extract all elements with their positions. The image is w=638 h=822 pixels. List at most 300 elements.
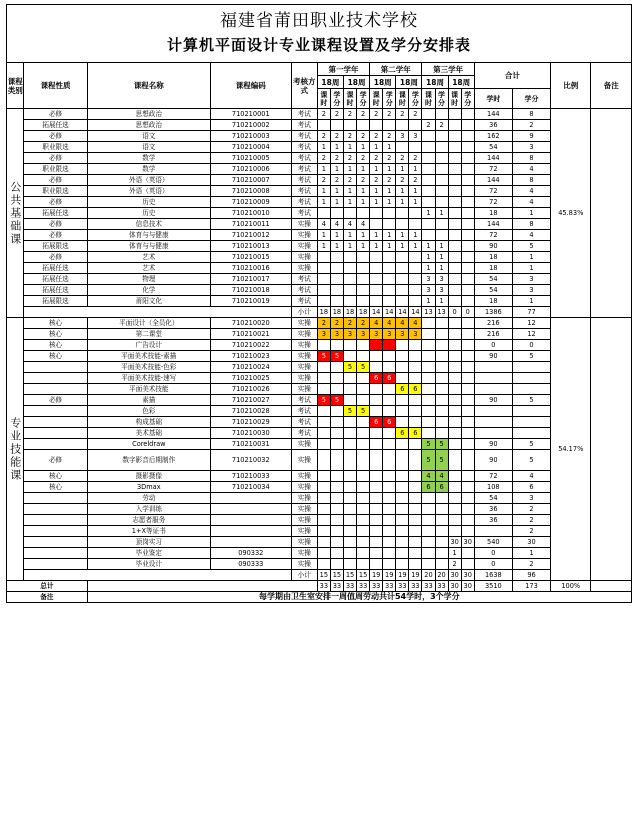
total-credits xyxy=(512,373,550,384)
semester-cell xyxy=(435,230,448,241)
semester-cell xyxy=(330,274,343,285)
course-name: 平面美术技能-素描 xyxy=(87,351,210,362)
course-name: 体育与与健康 xyxy=(87,230,210,241)
semester-cell xyxy=(461,241,474,252)
total-hours: 0 xyxy=(474,340,512,351)
semester-cell xyxy=(396,208,409,219)
semester-cell: 3 xyxy=(435,285,448,296)
semester-cell: 2 xyxy=(448,559,461,570)
subtotal-semester: 19 xyxy=(396,570,409,581)
semester-cell: 1 xyxy=(383,186,396,197)
semester-cell: 1 xyxy=(409,197,422,208)
exam-type: 实操 xyxy=(291,230,317,241)
subtotal-label: 小计 xyxy=(291,307,317,318)
total-credits: 8 xyxy=(512,219,550,230)
table-row xyxy=(7,263,632,274)
total-credits: 3 xyxy=(512,493,550,504)
subtotal-credits: 77 xyxy=(512,307,550,318)
semester-cell xyxy=(357,274,370,285)
semester-cell: 3 xyxy=(370,329,383,340)
total-semester: 33 xyxy=(435,581,448,592)
course-nature xyxy=(24,439,87,450)
header-ratio: 比例 xyxy=(551,63,591,109)
course-name: 信息技术 xyxy=(87,219,210,230)
course-nature: 职业限选 xyxy=(24,186,87,197)
semester-cell: 3 xyxy=(422,285,435,296)
semester-cell xyxy=(448,131,461,142)
course-name: 外语（英语） xyxy=(87,175,210,186)
table-row xyxy=(7,439,632,450)
semester-cell: 2 xyxy=(370,153,383,164)
semester-cell xyxy=(357,120,370,131)
header-total-credits: 学分 xyxy=(512,89,550,109)
course-code: 710210028 xyxy=(210,406,291,417)
semester-cell xyxy=(330,285,343,296)
table-row xyxy=(7,175,632,186)
semester-cell: 1 xyxy=(370,230,383,241)
course-nature: 核心 xyxy=(24,318,87,329)
course-name: 历史 xyxy=(87,197,210,208)
semester-cell xyxy=(357,548,370,559)
exam-type: 实操 xyxy=(291,263,317,274)
course-code: 710210006 xyxy=(210,164,291,175)
semester-cell: 2 xyxy=(409,153,422,164)
semester-cell: 5 xyxy=(330,395,343,406)
semester-cell: 3 xyxy=(409,329,422,340)
semester-cell: 1 xyxy=(370,241,383,252)
exam-type: 实操 xyxy=(291,548,317,559)
subtotal-semester: 18 xyxy=(357,307,370,318)
header-sem-credits: 学分 xyxy=(357,89,370,109)
course-nature: 拓展任选 xyxy=(24,285,87,296)
table-row xyxy=(7,296,632,307)
semester-cell xyxy=(409,450,422,471)
header-sem-hours: 课时 xyxy=(370,89,383,109)
semester-cell xyxy=(343,384,356,395)
table-row xyxy=(7,515,632,526)
course-name: 入学训练 xyxy=(87,504,210,515)
semester-cell xyxy=(383,340,396,351)
semester-cell xyxy=(357,417,370,428)
semester-cell: 5 xyxy=(343,406,356,417)
course-name: 思想政治 xyxy=(87,120,210,131)
semester-cell xyxy=(422,329,435,340)
semester-cell xyxy=(396,493,409,504)
total-hours xyxy=(474,417,512,428)
semester-cell: 1 xyxy=(396,197,409,208)
table-row xyxy=(7,384,632,395)
total-credits: 12 xyxy=(512,318,550,329)
total-hours xyxy=(474,373,512,384)
semester-cell xyxy=(370,208,383,219)
table-row xyxy=(7,109,632,120)
table-row xyxy=(7,131,632,142)
remark-text: 每学期由卫生室安排一周值周劳动共计54学时，3个学分 xyxy=(87,592,631,603)
semester-cell xyxy=(370,515,383,526)
semester-cell: 30 xyxy=(448,537,461,548)
semester-cell xyxy=(461,559,474,570)
semester-cell xyxy=(448,164,461,175)
exam-type: 考试 xyxy=(291,395,317,406)
header-year3: 第三学年 xyxy=(422,63,474,76)
total-credits: 3 xyxy=(512,142,550,153)
semester-cell xyxy=(422,373,435,384)
table-row xyxy=(7,373,632,384)
semester-cell xyxy=(422,406,435,417)
total-semester: 33 xyxy=(370,581,383,592)
course-nature xyxy=(24,362,87,373)
semester-cell xyxy=(396,142,409,153)
table-row xyxy=(7,526,632,537)
table-row xyxy=(7,504,632,515)
semester-cell xyxy=(448,252,461,263)
semester-cell xyxy=(370,340,383,351)
exam-type: 实操 xyxy=(291,482,317,493)
semester-cell: 1 xyxy=(343,197,356,208)
subtotal-semester: 18 xyxy=(330,307,343,318)
semester-cell xyxy=(343,482,356,493)
total-credits: 8 xyxy=(512,109,550,120)
semester-cell xyxy=(383,504,396,515)
semester-cell: 2 xyxy=(357,175,370,186)
subtotal-semester: 0 xyxy=(448,307,461,318)
table-row xyxy=(7,164,632,175)
table-row xyxy=(7,208,632,219)
exam-type: 实操 xyxy=(291,526,317,537)
semester-cell xyxy=(461,362,474,373)
subtotal-semester: 14 xyxy=(409,307,422,318)
subtotal-semester: 15 xyxy=(317,570,330,581)
subtotal-semester: 14 xyxy=(383,307,396,318)
course-code: 710210020 xyxy=(210,318,291,329)
table-row xyxy=(7,537,632,548)
exam-type: 实操 xyxy=(291,329,317,340)
semester-cell: 2 xyxy=(396,175,409,186)
course-name: 第二课堂 xyxy=(87,329,210,340)
semester-cell: 4 xyxy=(409,318,422,329)
semester-cell: 1 xyxy=(396,164,409,175)
exam-type: 考试 xyxy=(291,296,317,307)
semester-cell: 5 xyxy=(330,351,343,362)
semester-cell xyxy=(396,537,409,548)
semester-cell: 2 xyxy=(343,318,356,329)
semester-cell xyxy=(422,362,435,373)
semester-cell xyxy=(435,417,448,428)
table-row xyxy=(7,340,632,351)
total-row xyxy=(7,581,632,592)
semester-cell xyxy=(370,482,383,493)
total-blank xyxy=(87,581,317,592)
total-credits: 3 xyxy=(512,285,550,296)
semester-cell: 2 xyxy=(383,131,396,142)
semester-cell xyxy=(448,515,461,526)
course-code: 710210013 xyxy=(210,241,291,252)
semester-cell: 1 xyxy=(422,252,435,263)
semester-cell: 1 xyxy=(317,241,330,252)
total-label: 总计 xyxy=(7,581,88,592)
semester-cell xyxy=(461,548,474,559)
semester-cell xyxy=(330,406,343,417)
header-weeks: 18周 xyxy=(317,76,343,89)
course-nature: 核心 xyxy=(24,471,87,482)
header-weeks: 18周 xyxy=(370,76,396,89)
course-nature xyxy=(24,406,87,417)
semester-cell xyxy=(396,406,409,417)
semester-cell xyxy=(383,219,396,230)
exam-type: 考试 xyxy=(291,428,317,439)
course-name: 毕业设计 xyxy=(87,559,210,570)
course-nature: 核心 xyxy=(24,340,87,351)
header-year1: 第一学年 xyxy=(317,63,369,76)
exam-type: 实操 xyxy=(291,471,317,482)
course-nature xyxy=(24,493,87,504)
semester-cell xyxy=(396,439,409,450)
semester-cell: 1 xyxy=(343,142,356,153)
semester-cell: 1 xyxy=(370,197,383,208)
table-row xyxy=(7,471,632,482)
semester-cell xyxy=(343,373,356,384)
total-hours: 18 xyxy=(474,296,512,307)
subtotal-semester: 20 xyxy=(422,570,435,581)
semester-cell xyxy=(370,504,383,515)
course-nature: 职业限选 xyxy=(24,142,87,153)
exam-type: 考试 xyxy=(291,109,317,120)
semester-cell xyxy=(409,559,422,570)
course-code: 710210001 xyxy=(210,109,291,120)
course-code: 710210015 xyxy=(210,252,291,263)
semester-cell xyxy=(409,296,422,307)
semester-cell xyxy=(343,559,356,570)
semester-cell: 1 xyxy=(383,197,396,208)
semester-cell xyxy=(383,252,396,263)
subtotal-semester: 19 xyxy=(370,570,383,581)
semester-cell xyxy=(448,318,461,329)
total-hours: 216 xyxy=(474,318,512,329)
semester-cell xyxy=(448,109,461,120)
semester-cell xyxy=(330,252,343,263)
semester-cell xyxy=(396,548,409,559)
semester-cell xyxy=(461,263,474,274)
header-exam: 考核方式 xyxy=(291,63,317,109)
course-nature: 必修 xyxy=(24,153,87,164)
semester-cell: 2 xyxy=(317,153,330,164)
semester-cell xyxy=(357,208,370,219)
course-code: 710210031 xyxy=(210,439,291,450)
exam-type: 实操 xyxy=(291,450,317,471)
course-nature: 必修 xyxy=(24,450,87,471)
subtotal-semester: 13 xyxy=(422,307,435,318)
course-name: 物理 xyxy=(87,274,210,285)
semester-cell xyxy=(435,504,448,515)
semester-cell xyxy=(370,406,383,417)
semester-cell xyxy=(422,340,435,351)
header-sem-credits: 学分 xyxy=(330,89,343,109)
semester-cell xyxy=(317,263,330,274)
total-hours: 18 xyxy=(474,252,512,263)
semester-cell xyxy=(357,493,370,504)
course-nature xyxy=(24,384,87,395)
semester-cell: 2 xyxy=(435,120,448,131)
semester-cell: 1 xyxy=(357,241,370,252)
semester-cell xyxy=(343,439,356,450)
semester-cell: 1 xyxy=(422,296,435,307)
course-name: 平面美术技能-色彩 xyxy=(87,362,210,373)
semester-cell xyxy=(396,285,409,296)
total-hours: 90 xyxy=(474,450,512,471)
semester-cell xyxy=(448,351,461,362)
semester-cell: 4 xyxy=(357,219,370,230)
semester-cell xyxy=(422,197,435,208)
total-semester: 33 xyxy=(357,581,370,592)
course-name: 数学 xyxy=(87,153,210,164)
course-code: 710210018 xyxy=(210,285,291,296)
course-code: 090332 xyxy=(210,548,291,559)
semester-cell xyxy=(435,131,448,142)
semester-cell xyxy=(317,493,330,504)
exam-type: 考试 xyxy=(291,120,317,131)
total-credits: 3 xyxy=(512,274,550,285)
semester-cell xyxy=(435,493,448,504)
total-semester: 33 xyxy=(330,581,343,592)
semester-cell xyxy=(422,493,435,504)
subtotal-row xyxy=(7,307,632,318)
semester-cell xyxy=(461,109,474,120)
semester-cell: 4 xyxy=(422,471,435,482)
course-nature xyxy=(24,515,87,526)
course-code: 710210022 xyxy=(210,340,291,351)
course-name: 3Dmax xyxy=(87,482,210,493)
semester-cell: 6 xyxy=(409,428,422,439)
semester-cell: 1 xyxy=(383,230,396,241)
semester-cell xyxy=(422,230,435,241)
semester-cell xyxy=(383,296,396,307)
semester-cell xyxy=(357,482,370,493)
semester-cell xyxy=(448,406,461,417)
semester-cell xyxy=(343,296,356,307)
semester-cell xyxy=(383,395,396,406)
semester-cell xyxy=(370,296,383,307)
remark-row xyxy=(7,592,632,603)
total-hours: 72 xyxy=(474,186,512,197)
semester-cell xyxy=(357,428,370,439)
semester-cell xyxy=(383,428,396,439)
semester-cell xyxy=(422,318,435,329)
exam-type: 实操 xyxy=(291,373,317,384)
semester-cell: 4 xyxy=(383,318,396,329)
semester-cell xyxy=(422,395,435,406)
semester-cell: 1 xyxy=(317,164,330,175)
semester-cell xyxy=(461,285,474,296)
semester-cell xyxy=(461,120,474,131)
grand-total-hours: 3510 xyxy=(474,581,512,592)
semester-cell xyxy=(357,537,370,548)
semester-cell xyxy=(448,384,461,395)
exam-type: 实操 xyxy=(291,241,317,252)
semester-cell xyxy=(317,296,330,307)
semester-cell xyxy=(396,120,409,131)
course-name: 莆阳文化 xyxy=(87,296,210,307)
semester-cell xyxy=(461,373,474,384)
total-hours: 36 xyxy=(474,504,512,515)
total-hours: 54 xyxy=(474,493,512,504)
subtotal-semester: 18 xyxy=(317,307,330,318)
semester-cell xyxy=(461,230,474,241)
exam-type: 实操 xyxy=(291,219,317,230)
semester-cell xyxy=(409,417,422,428)
course-code: 710210034 xyxy=(210,482,291,493)
semester-cell: 2 xyxy=(343,175,356,186)
semester-cell xyxy=(357,395,370,406)
course-code: 710210008 xyxy=(210,186,291,197)
semester-cell xyxy=(435,351,448,362)
semester-cell xyxy=(409,548,422,559)
course-code: 710210025 xyxy=(210,373,291,384)
semester-cell xyxy=(448,263,461,274)
course-nature: 必修 xyxy=(24,395,87,406)
course-code: 710210002 xyxy=(210,120,291,131)
semester-cell xyxy=(461,450,474,471)
semester-cell xyxy=(330,362,343,373)
table-row xyxy=(7,362,632,373)
semester-cell: 1 xyxy=(357,186,370,197)
total-credits: 1 xyxy=(512,548,550,559)
semester-cell xyxy=(317,373,330,384)
semester-cell xyxy=(317,362,330,373)
semester-cell xyxy=(330,548,343,559)
semester-cell xyxy=(317,428,330,439)
semester-cell: 1 xyxy=(435,252,448,263)
semester-cell: 1 xyxy=(396,186,409,197)
semester-cell: 6 xyxy=(396,384,409,395)
semester-cell xyxy=(461,340,474,351)
semester-cell xyxy=(461,197,474,208)
semester-cell xyxy=(330,417,343,428)
semester-cell xyxy=(448,526,461,537)
course-code: 710210007 xyxy=(210,175,291,186)
semester-cell xyxy=(317,208,330,219)
course-code: 710210019 xyxy=(210,296,291,307)
semester-cell xyxy=(435,340,448,351)
semester-cell xyxy=(383,120,396,131)
semester-cell xyxy=(343,515,356,526)
semester-cell xyxy=(435,384,448,395)
course-nature xyxy=(24,548,87,559)
table-row xyxy=(7,142,632,153)
total-hours: 90 xyxy=(474,395,512,406)
semester-cell xyxy=(396,482,409,493)
total-semester: 33 xyxy=(396,581,409,592)
course-code: 710210033 xyxy=(210,471,291,482)
semester-cell xyxy=(448,208,461,219)
total-hours: 54 xyxy=(474,285,512,296)
total-hours: 0 xyxy=(474,548,512,559)
semester-cell xyxy=(461,318,474,329)
total-hours: 54 xyxy=(474,274,512,285)
subtotal-semester: 30 xyxy=(461,570,474,581)
table-row xyxy=(7,406,632,417)
exam-type: 考试 xyxy=(291,164,317,175)
subtotal-blank xyxy=(24,570,291,581)
total-credits: 4 xyxy=(512,164,550,175)
semester-cell xyxy=(435,197,448,208)
table-row xyxy=(7,395,632,406)
semester-cell xyxy=(409,208,422,219)
semester-cell xyxy=(330,482,343,493)
semester-cell xyxy=(357,526,370,537)
total-credits: 6 xyxy=(512,482,550,493)
table-row xyxy=(7,493,632,504)
semester-cell xyxy=(317,482,330,493)
